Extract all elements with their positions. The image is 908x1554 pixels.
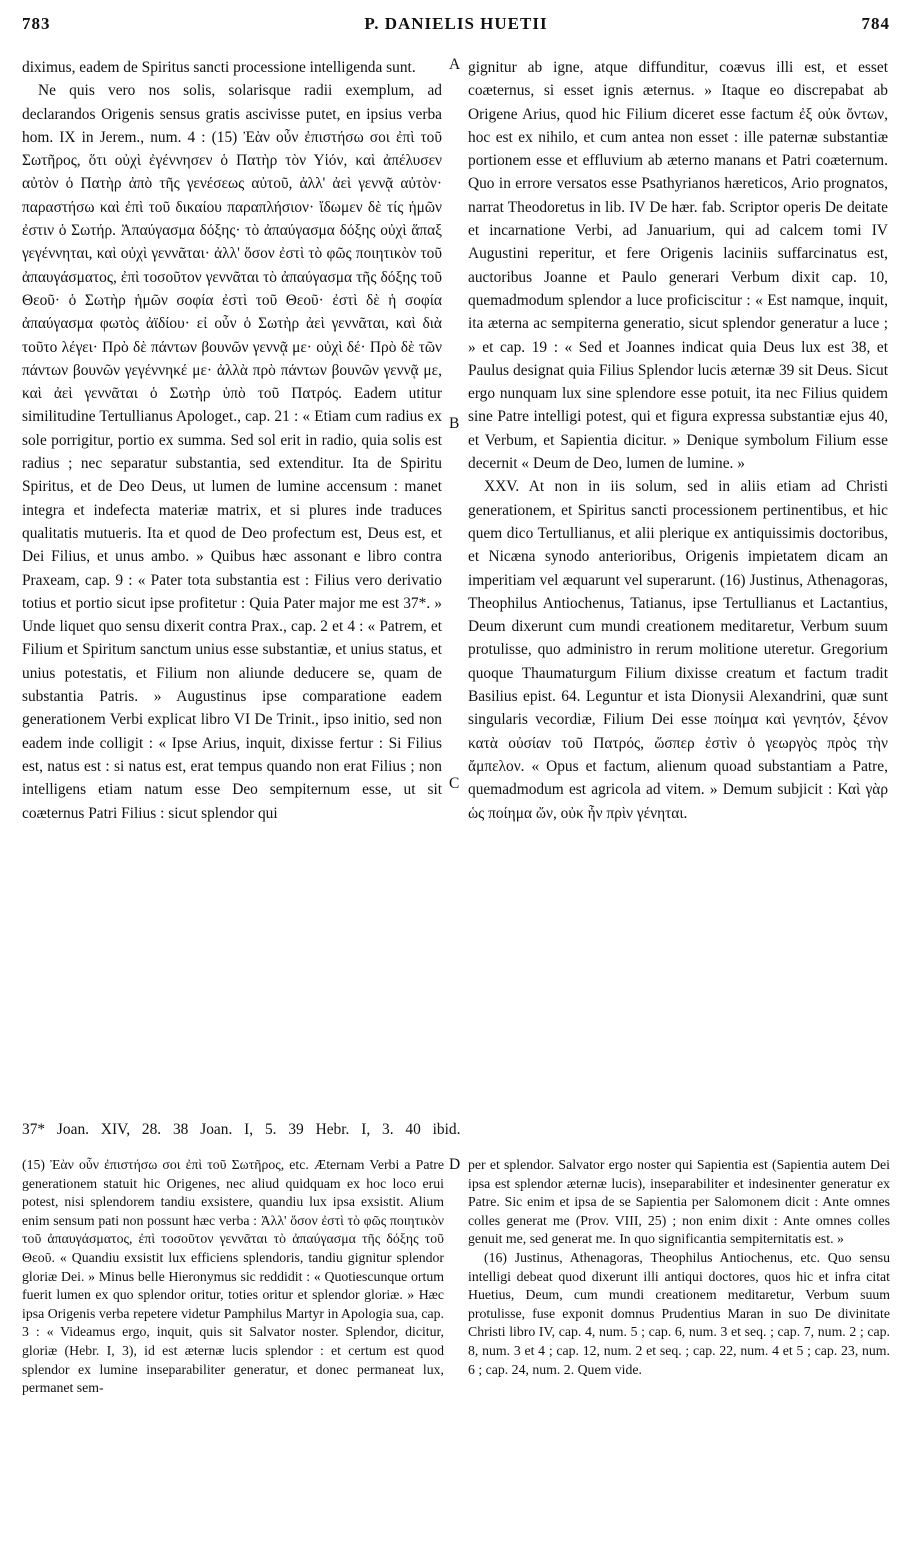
margin-letter-d: D: [449, 1156, 461, 1173]
right-paragraph-1: gignitur ab igne, atque diffunditur, coævus illi est, et esset coæternus, si esset ignis æternus. » Itaque eo discrepabat ab Origene Arius, quod hic Filium diceret esse factum ἐξ οὐκ ὄντων, hoc est ex nihilo, et cum antea non esset : ille paternæ substantiæ portionem esse et effluvium ab æterno manans et Patri coæternum. Quo in errore versatos esse Psathyrianos hæreticos, Ario prognatos, narrat Theodoretus in lib. IV De hær. fab. Scriptor operis De deitate et incarnatione Verbi, ad Januarium, qui ad calcem tomi IV Augustini reperitur, et fere Origenis laciniis suffarcinatus est, auctoribus Joanne et Paulo generari Verbum dixit cap. 10, quemadmodum splendor a luce proficiscitur : « Est namque, inquit, ita æterna ac sempiterna generatio, sicut splendor generatur a luce ; » et cap. 19 : « Sed et Joannes indicat quia Deus lux est 38, et Paulus designat quia Filius Splendor lucis æternæ 39 sit Deus. Sicut ergo nunquam lux sine splendore esse potuit, ita nec Filius quidem sine Patre intelligi potest, qui et figura expressa substantiæ ejus 40, et Verbum, et Sapientia dicitur. » Denique symbolum Filium esse decernit « Deum de Deo, lumen de lumine. »: [468, 59, 888, 473]
page-number-right: 784: [861, 14, 890, 33]
footnote-16: (16) Justinus, Athenagoras, Theophilus Antiochenus, etc. Quo sensu intelligi debeat quod dixerunt illi antiqui doctores, quos hic et infra citat Huetius, Deum, cum mundi creationem meditaretur, Verbum suum protulisse, fuse exponit domnus Prudentius Maran in suo De divinitate Christi libro IV, cap. 4, num. 5 ; cap. 6, num. 3 et seq. ; cap. 7, num. 2 ; cap. 8, num. 3 et 4 ; cap. 12, num. 2 et seq. ; cap. 22, num. 4 et 5 ; cap. 23, num. 6 ; cap. 24, num. 2. Quem vide.: [468, 1249, 890, 1377]
left-paragraph-1: diximus, eadem de Spiritus sancti processione intelligenda sunt.: [22, 59, 416, 76]
running-header: [22, 14, 890, 44]
running-title: P. DANIELIS HUETII: [364, 14, 548, 33]
page-number-left: 783: [22, 14, 51, 33]
footnote-15: [22, 1156, 444, 1398]
right-column: [468, 56, 888, 825]
left-paragraph-2: Ne quis vero nos solis, solarisque radii exemplum, ad declarandos Origenis sensus gratis ascivisse putet, en ipsius verba hom. IX in Jerem., num. 4 : (15) Ἐὰν οὖν ἐπιστήσω σοι ἐπὶ τοῦ Σωτῆρος, ὅτι οὐχὶ ἐγέννησεν ὁ Πατὴρ τὸν Υἱόν, καὶ ἀπέλυσεν αὐτὸν ὁ Πατὴρ ἀπὸ τῆς γενέσεως αὐτοῦ, ἀλλ' ἀεὶ γεννᾷ αὐτὸν· παραστήσω καὶ ἐπὶ τοῦ δικαίου παραπλήσιον· ἴδωμεν δὲ τίς ἡμῶν ἐστιν ὁ Σωτήρ. Ἀπαύγασμα δόξης· τὸ ἀπαύγασμα δόξης οὐχὶ ἅπαξ γεγέννηται, καὶ οὐχὶ γεννᾶται· ἀλλ' ὅσον ἐστὶ τὸ φῶς ποιητικὸν τοῦ ἀπαυγάσματος, ἐπὶ τοσοῦτον γεννᾶται τὸ ἀπαύγασμα τῆς δόξης τοῦ Θεοῦ· ὁ Σωτὴρ ἡμῶν σοφία ἐστὶ τοῦ Θεοῦ· ἐστὶ δὲ ἡ σοφία ἀπαύγασμα φωτὸς ἀϊδίου· εἰ οὖν ὁ Σωτὴρ ἀεὶ γεννᾶται, καὶ διὰ τοῦτο λέγει· Πρὸ δὲ πάντων βουνῶν γεννᾷ με· οὐχὶ δέ· Πρὸ δὲ τῶν πάντων βουνῶν γεγέννηκέ με· ἀλλὰ πρὸ πάντων βουνῶν γεννᾷ με, καὶ ἀεὶ γεννᾶται ὁ Σωτὴρ ὑπὸ τοῦ Πατρός. Eadem utitur similitudine Tertullianus Apologet., cap. 21 : « Etiam cum radius ex sole porrigitur, portio ex summa. Sed sol erit in radio, quia solis est radius ; nec separatur substantia, sed extenditur. Ita de Spiritu Spiritus, et de Deo Deus, ut lumen de lumine accensum : manet integra et indefecta materiæ matrix, et si plures inde traduces qualitatis mutueris. Ita et quod de Deo profectum est, Deus est, et Dei Filius, et unus ambo. » Quibus hæc assonant e libro contra Praxeam, cap. 9 : « Pater tota substantia est : Filius vero derivatio totius et portio sicut ipse profitetur : Quia Pater major me est 37*. » Unde liquet quo sensu dixerit contra Prax., cap. 2 et 4 : « Patrem, et Filium et Spiritum sanctum unius esse substantiæ, et unius status, et unius potestatis, et Filium non aliunde deducere se, quam de substantia Patris. » Augustinus ipse comparatione eadem generationem Verbi explicat libro VI De Trinit., ipso initio, sed non eadem inde colligit : « Ipse Arius, inquit, dixisse fertur : Si Filius est, natus est : si natus est, erat tempus quando non erat Filius ; non intelligens etiam natum esse Deo sempiternum esse, ut sit coæternus Patri Filius : sicut splendor qui: [22, 82, 442, 822]
left-column: [22, 56, 442, 825]
margin-letter-c: C: [449, 775, 460, 792]
right-paragraph-2: XXV. At non in iis solum, sed in aliis etiam ad Christi generationem, et Spiritus sancti processionem pertinentibus, et hic quem dico Tertullianus, et alii plerique ex antiquissimis doctoribus, et Nicæna synodo anterioribus, Origenis impietatem dicam an imperitiam vel æquarunt vel superarunt. (16) Justinus, Athenagoras, Theophilus Antiochenus, Tatianus, ipse Tertullianus et Lactantius, Deum dixerunt cum mundi creationem meditaretur, Verbum suum protulisse, quo administro in rerum molitione uteretur. Gregorium quoque Thaumaturgum Filium dixisse creatum et factum tradit Basilius epist. 64. Leguntur et ista Dionysii Alexandrini, quæ sunt singularis vecordiæ, Filium Dei esse ποίημα καὶ γενητόν, ξένον κατὰ οὐσίαν τοῦ Πατρός, ὥσπερ ἐστὶν ὁ γεωργὸς πρὸς τὴν ἄμπελον. « Opus et factum, alienum quoad substantiam a Patre, quemadmodum est agricola ad vitem. » Demum subjicit : Καὶ γὰρ ὡς ποίημα ὤν, οὐκ ἦν πρὶν γένηται.: [468, 478, 888, 822]
margin-letter-a: A: [449, 56, 461, 73]
margin-letter-b: B: [449, 415, 460, 432]
footnote-15-continued: per et splendor. Salvator ergo noster qui Sapientia est (Sapientia autem Dei ipsa est splendor æternæ lucis), inseparabiliter et indesinenter generatur ex Patre. Sic enim et ipsa de se Sapientia per Salomonem dicit : Ante omnes colles generat me (Prov. VIII, 25) ; non enim dixit : Ante omnes colles genuit me, sed generat me. In quo significantia sempiternitatis est. »: [468, 1157, 890, 1247]
footnote-continuation: [468, 1156, 890, 1379]
footnote-15-text: (15) Ἐὰν οὖν ἐπιστήσω σοι ἐπὶ τοῦ Σωτῆρος, etc. Æternam Verbi a Patre generationem statuit hic Origenes, nec aliud quidquam ex hoc loco erui potest, nisi splendorem tandiu exsistere, quandiu lux ipsa exsistit. Alium enim sensum pati non possunt hæc verba : Ἀλλ' ὅσον ἐστὶ τὸ φῶς ποιητικὸν τοῦ ἀπαυγάσματος, ἐπὶ τοσοῦτον γεννᾶται τὸ ἀπαύγασμα τῆς δόξης τοῦ Θεοῦ. « Quandiu exsistit lux efficiens splendoris, tandiu gignitur splendor gloriæ Dei. » Minus belle Hieronymus sic reddidit : « Quotiescunque ortum fuerit lumen ex quo splendor oritur, toties oritur et splendor gloriæ. » Hæc ipsa Origenis verba repetere videtur Pamphilus Martyr in Apologia sua, cap. 3 : « Videamus ergo, inquit, quis sit Salvator noster. Splendor, dicitur, gloriæ (Hebr. I, 3), id est æternæ lucis splendor : et certum est quod splendor ex lumine inseparabiliter generatur, et donec permaneat lux, permanet sem-: [22, 1157, 444, 1396]
scripture-references: 37* Joan. XIV, 28. 38 Joan. I, 5. 39 Hebr. I, 3. 40 ibid.: [22, 1121, 461, 1138]
